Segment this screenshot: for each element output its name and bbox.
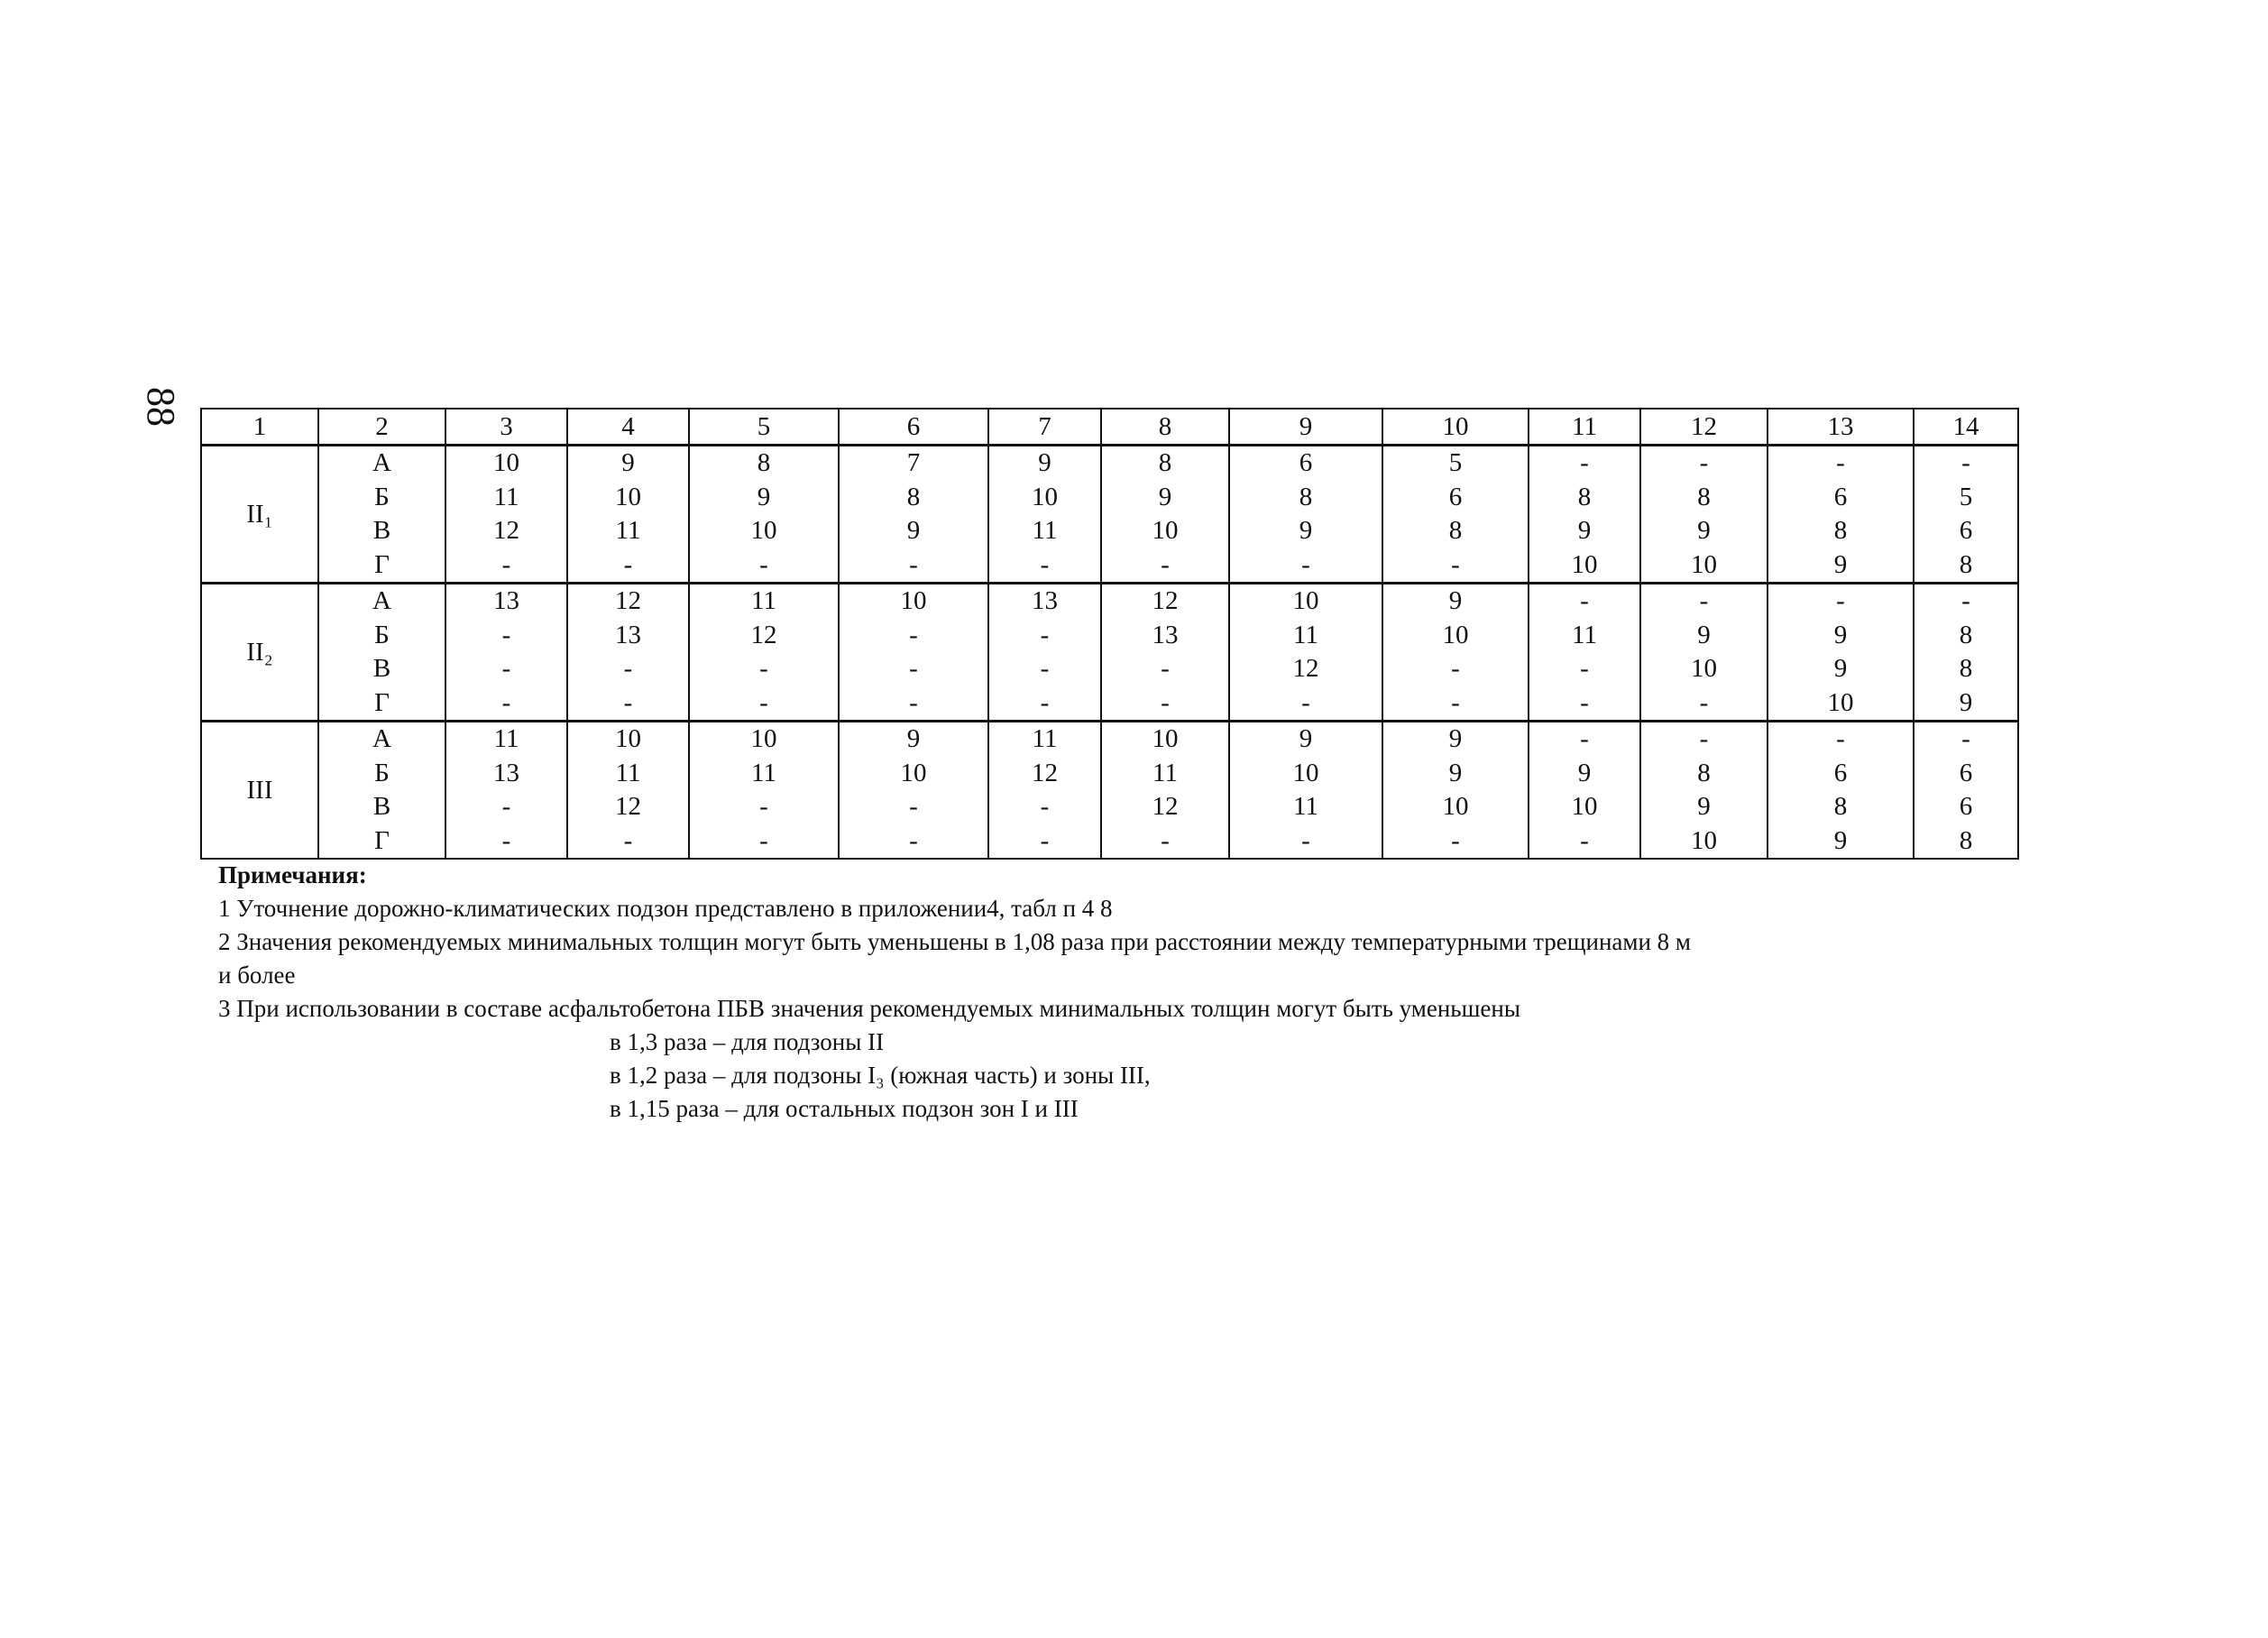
table-value: 6 xyxy=(1833,758,1848,787)
table-value: 8 xyxy=(1299,482,1313,511)
value-cell xyxy=(1101,584,1229,722)
table-value: 12 xyxy=(750,620,777,649)
value-cell xyxy=(567,722,689,860)
table-value: 8 xyxy=(757,448,771,477)
header-cell: 6 xyxy=(839,409,988,446)
category-cell xyxy=(318,446,445,584)
table-value: 8 xyxy=(1959,620,1973,649)
table-value: 9 xyxy=(1158,482,1172,511)
table-value: 5 xyxy=(1448,448,1463,477)
table-value: 10 xyxy=(1827,687,1854,717)
value-cell xyxy=(1101,722,1229,860)
table-value: - xyxy=(1961,448,1970,477)
value-cell xyxy=(1529,722,1640,860)
category-label: Г xyxy=(374,825,390,855)
table-value: 11 xyxy=(615,516,641,545)
table-value: - xyxy=(1040,687,1050,717)
table-value: - xyxy=(1580,654,1589,683)
table-value: - xyxy=(623,654,633,683)
value-cell xyxy=(1529,446,1640,584)
table-value: 9 xyxy=(621,448,635,477)
value-cell xyxy=(1101,446,1229,584)
table-value: - xyxy=(1836,448,1845,477)
table-value: - xyxy=(1699,687,1709,717)
table-value: 9 xyxy=(906,516,921,545)
table-value: - xyxy=(1580,825,1589,855)
value-cell xyxy=(988,722,1101,860)
table-header-row xyxy=(201,409,2018,446)
table-row xyxy=(201,584,2018,722)
table-value: - xyxy=(1836,724,1845,753)
table-value: - xyxy=(1161,654,1170,683)
table-value: - xyxy=(1040,825,1050,855)
header-cell: 4 xyxy=(567,409,689,446)
note-2-line-1: 2 Значения рекомендуемых минимальных толщин могут быть уменьшены в 1,08 раза при расстоянии между температурными трещинами 8 м xyxy=(218,928,1692,955)
table-value: - xyxy=(909,687,918,717)
table-value: 11 xyxy=(1152,758,1178,787)
table-value: - xyxy=(1580,687,1589,717)
table-value: - xyxy=(1040,620,1050,649)
table-value: - xyxy=(1161,825,1170,855)
table-value: 9 xyxy=(1299,516,1313,545)
value-cell xyxy=(1914,446,2018,584)
value-cell xyxy=(689,446,839,584)
table-value: 9 xyxy=(1038,448,1051,477)
header-cell: 12 xyxy=(1640,409,1768,446)
table-value: 8 xyxy=(1577,482,1592,511)
category-cell xyxy=(318,584,445,722)
table-value: - xyxy=(501,825,511,855)
table-value: - xyxy=(1451,687,1460,717)
note-3-line-3: в 1,2 раза – для подзоны I₃ (южная часть) и зоны III, xyxy=(610,1062,1151,1089)
value-cell xyxy=(1640,584,1768,722)
value-cell xyxy=(445,446,567,584)
table-value: 10 xyxy=(493,448,519,477)
table-value: - xyxy=(1040,654,1050,683)
zone-label: III xyxy=(201,722,318,860)
table-value: 11 xyxy=(1572,620,1597,649)
header-cell: 3 xyxy=(445,409,567,446)
value-cell xyxy=(1229,584,1382,722)
table-value: - xyxy=(1301,825,1310,855)
table-value: 13 xyxy=(1152,620,1179,649)
table-value: - xyxy=(1161,549,1170,579)
table-value: 11 xyxy=(493,724,519,753)
value-cell xyxy=(1229,446,1382,584)
value-cell xyxy=(1640,722,1768,860)
table-value: - xyxy=(501,792,511,821)
table-value: 9 xyxy=(1833,620,1848,649)
table-value: - xyxy=(1451,825,1460,855)
table-value: - xyxy=(1161,687,1170,717)
table-value: - xyxy=(909,825,918,855)
table-value: - xyxy=(1580,448,1589,477)
table-value: 9 xyxy=(1448,758,1463,787)
table-value: - xyxy=(623,687,633,717)
table-value: 9 xyxy=(1448,724,1463,753)
table-value: 10 xyxy=(900,586,927,615)
category-label: А xyxy=(372,724,391,753)
zone-group-II1 xyxy=(201,446,2018,584)
table-value: 10 xyxy=(1571,792,1598,821)
value-cell xyxy=(839,584,988,722)
value-cell xyxy=(1768,446,1914,584)
header-cell: 7 xyxy=(988,409,1101,446)
value-cell xyxy=(1768,584,1914,722)
table-value: 9 xyxy=(1833,825,1848,855)
table-value: - xyxy=(623,549,633,579)
table-value: 12 xyxy=(493,516,519,545)
table-value: 9 xyxy=(1833,654,1848,683)
table-row xyxy=(201,446,2018,584)
thickness-table xyxy=(200,408,2019,860)
value-cell xyxy=(567,446,689,584)
table-value: 10 xyxy=(1691,549,1717,579)
category-label: В xyxy=(372,654,391,683)
category-label: Г xyxy=(374,687,390,717)
table-value: 13 xyxy=(493,586,519,615)
value-cell xyxy=(988,446,1101,584)
value-cell xyxy=(1229,722,1382,860)
value-cell xyxy=(1382,584,1529,722)
table-value: - xyxy=(1301,549,1310,579)
table-value: 6 xyxy=(1833,482,1848,511)
table-value: 8 xyxy=(1448,516,1463,545)
table-value: 5 xyxy=(1959,482,1973,511)
table-value: - xyxy=(759,687,768,717)
header-cell: 5 xyxy=(689,409,839,446)
table-value: - xyxy=(1580,724,1589,753)
zone-group-III xyxy=(201,722,2018,860)
table-value: 10 xyxy=(1152,516,1179,545)
value-cell xyxy=(1382,722,1529,860)
header-cell: 13 xyxy=(1768,409,1914,446)
table-value: 8 xyxy=(1697,482,1711,511)
table-value: 9 xyxy=(1299,724,1313,753)
notes-section xyxy=(218,859,2022,1126)
note-3-line-2: в 1,3 раза – для подзоны II xyxy=(610,1028,885,1055)
table-value: 9 xyxy=(1959,687,1973,717)
table-value: - xyxy=(1301,687,1310,717)
table-value: - xyxy=(501,687,511,717)
header-cell: 1 xyxy=(201,409,318,446)
table-value: 10 xyxy=(615,482,641,511)
table-value: - xyxy=(501,549,511,579)
table-value: - xyxy=(1961,586,1970,615)
table-value: - xyxy=(1040,549,1050,579)
table-value: - xyxy=(909,549,918,579)
category-label: В xyxy=(372,792,391,821)
table-value: - xyxy=(1580,586,1589,615)
table-value: 9 xyxy=(1833,549,1848,579)
category-label: А xyxy=(372,586,391,615)
table-value: 10 xyxy=(900,758,927,787)
table-value: 6 xyxy=(1299,448,1313,477)
table-value: 10 xyxy=(1152,724,1179,753)
table-value: 8 xyxy=(1959,825,1973,855)
table-value: - xyxy=(759,549,768,579)
zone-label: II₁ xyxy=(201,446,318,584)
table-value: 8 xyxy=(1959,549,1973,579)
header-cell: 2 xyxy=(318,409,445,446)
table-value: 11 xyxy=(751,586,776,615)
value-cell xyxy=(445,722,567,860)
value-cell xyxy=(689,722,839,860)
category-label: Б xyxy=(374,620,390,649)
table-value: - xyxy=(1961,724,1970,753)
table-value: 10 xyxy=(1691,825,1717,855)
notes-title: Примечания: xyxy=(218,861,367,888)
header-cell: 9 xyxy=(1229,409,1382,446)
table-value: 11 xyxy=(493,482,519,511)
table-value: 9 xyxy=(906,724,921,753)
value-cell xyxy=(567,584,689,722)
table-value: 10 xyxy=(1442,620,1469,649)
note-2-line-2: и более xyxy=(218,962,296,989)
category-label: Б xyxy=(374,482,390,511)
value-cell xyxy=(839,722,988,860)
table-value: 6 xyxy=(1959,792,1973,821)
table-value: - xyxy=(1699,586,1709,615)
page-number: 88 xyxy=(139,387,183,427)
table-value: - xyxy=(909,654,918,683)
header-cell: 8 xyxy=(1101,409,1229,446)
table-value: 8 xyxy=(906,482,921,511)
category-cell xyxy=(318,722,445,860)
value-cell xyxy=(839,446,988,584)
table-value: 12 xyxy=(1152,792,1179,821)
table-value: 10 xyxy=(1292,758,1319,787)
table-value: - xyxy=(1699,448,1709,477)
table-value: 7 xyxy=(906,448,921,477)
category-label: Б xyxy=(374,758,390,787)
header-cell: 10 xyxy=(1382,409,1529,446)
header-cell: 11 xyxy=(1529,409,1640,446)
table-value: 9 xyxy=(1448,586,1463,615)
value-cell xyxy=(445,584,567,722)
table-value: - xyxy=(1836,586,1845,615)
table-value: - xyxy=(759,825,768,855)
table-value: 10 xyxy=(1292,586,1319,615)
table-value: 6 xyxy=(1448,482,1463,511)
note-3-line-4: в 1,15 раза – для остальных подзон зон I и III xyxy=(610,1095,1079,1122)
table-value: - xyxy=(909,620,918,649)
table-value: 8 xyxy=(1959,654,1973,683)
category-label: А xyxy=(372,448,391,477)
table-value: 13 xyxy=(1032,586,1058,615)
value-cell xyxy=(1914,722,2018,860)
table-value: 8 xyxy=(1833,516,1848,545)
table-value: - xyxy=(759,792,768,821)
table-value: 11 xyxy=(615,758,641,787)
value-cell xyxy=(988,584,1101,722)
table-value: 9 xyxy=(1697,792,1711,821)
table-value: 12 xyxy=(615,586,641,615)
category-label: В xyxy=(372,516,391,545)
table-value: 9 xyxy=(1697,516,1711,545)
table-value: 10 xyxy=(1442,792,1469,821)
value-cell xyxy=(1914,584,2018,722)
table-value: 11 xyxy=(1293,792,1318,821)
table-value: 9 xyxy=(757,482,771,511)
table-value: - xyxy=(501,620,511,649)
table-value: 10 xyxy=(750,516,777,545)
table-value: 6 xyxy=(1959,758,1973,787)
table-value: 9 xyxy=(1577,758,1592,787)
category-label: Г xyxy=(374,549,390,579)
table-value: 10 xyxy=(1691,654,1717,683)
table-value: 12 xyxy=(615,792,641,821)
table-value: 10 xyxy=(1571,549,1598,579)
table-value: 12 xyxy=(1032,758,1058,787)
table-value: 11 xyxy=(751,758,776,787)
table-row xyxy=(201,722,2018,860)
table-value: 8 xyxy=(1158,448,1172,477)
table-value: 13 xyxy=(493,758,519,787)
table-value: 10 xyxy=(1032,482,1058,511)
table-value: - xyxy=(1451,549,1460,579)
table-value: - xyxy=(909,792,918,821)
table-value: 9 xyxy=(1577,516,1592,545)
table-value: 13 xyxy=(615,620,641,649)
value-cell xyxy=(1640,446,1768,584)
note-3-line-1: 3 При использовании в составе асфальтобетона ПБВ значения рекомендуемых минимальных толщин могут быть уменьшены xyxy=(218,995,1520,1022)
table-value: 9 xyxy=(1697,620,1711,649)
zone-group-II2 xyxy=(201,584,2018,722)
table-value: 8 xyxy=(1833,792,1848,821)
value-cell xyxy=(689,584,839,722)
value-cell xyxy=(1768,722,1914,860)
table-value: 8 xyxy=(1697,758,1711,787)
table-value: - xyxy=(1451,654,1460,683)
table-value: 11 xyxy=(1032,724,1058,753)
table-value: 11 xyxy=(1293,620,1318,649)
header-cell: 14 xyxy=(1914,409,2018,446)
table-value: - xyxy=(501,654,511,683)
table-value: 12 xyxy=(1152,586,1179,615)
value-cell xyxy=(1529,584,1640,722)
note-1: 1 Уточнение дорожно-климатических подзон представлено в приложении4, табл п 4 8 xyxy=(218,895,1113,922)
zone-label: II₂ xyxy=(201,584,318,722)
table-value: - xyxy=(1040,792,1050,821)
table-value: - xyxy=(759,654,768,683)
table-value: - xyxy=(1699,724,1709,753)
table-value: 10 xyxy=(615,724,641,753)
table-value: 12 xyxy=(1292,654,1319,683)
table-value: 10 xyxy=(750,724,777,753)
table-value: 11 xyxy=(1032,516,1058,545)
value-cell xyxy=(1382,446,1529,584)
table-value: - xyxy=(623,825,633,855)
table-value: 6 xyxy=(1959,516,1973,545)
